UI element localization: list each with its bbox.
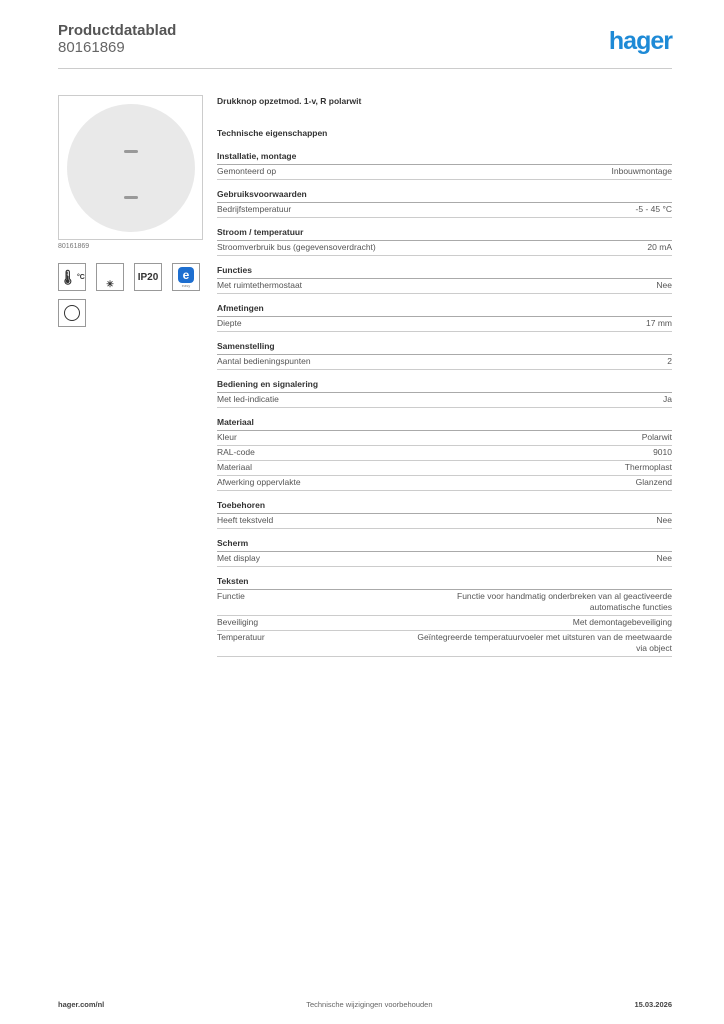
push-button-disc — [67, 104, 195, 232]
section-heading: Samenstelling — [217, 340, 672, 355]
easy-icon: e easy — [172, 263, 200, 291]
hager-logo: hager — [608, 27, 672, 55]
section — [217, 575, 672, 657]
led-indicator-bottom — [124, 196, 138, 199]
property-label: RAL-code — [217, 447, 255, 457]
property-label: Materiaal — [217, 462, 252, 472]
product-number: 80161869 — [58, 39, 125, 56]
property-value: 2 — [667, 356, 672, 366]
property-row — [217, 393, 672, 408]
certification-icons — [58, 263, 202, 327]
section — [217, 226, 672, 256]
property-value: Nee — [656, 515, 672, 525]
property-value: Inbouwmontage — [611, 166, 672, 176]
section — [217, 340, 672, 370]
property-label: Afwerking oppervlakte — [217, 477, 301, 487]
property-row — [217, 317, 672, 332]
section-heading: Gebruiksvoorwaarden — [217, 188, 672, 203]
technical-properties — [217, 96, 672, 665]
footer — [58, 1000, 672, 1009]
property-value: Met demontagebeveiliging — [572, 617, 672, 627]
property-row — [217, 514, 672, 529]
property-value: Ja — [663, 394, 672, 404]
property-row — [217, 241, 672, 256]
property-label: Kleur — [217, 432, 237, 442]
image-caption: 80161869 — [58, 243, 90, 250]
section-heading: Teksten — [217, 575, 672, 590]
section-heading: Scherm — [217, 537, 672, 552]
property-value: Nee — [656, 280, 672, 290]
led-indicator-top — [124, 150, 138, 153]
tech-heading: Technische eigenschappen — [217, 128, 328, 138]
property-label: Beveiliging — [217, 617, 259, 627]
property-label: Functie — [217, 591, 245, 601]
header-divider — [58, 68, 672, 69]
section — [217, 378, 672, 408]
property-value: 17 mm — [646, 318, 672, 328]
section-heading: Toebehoren — [217, 499, 672, 514]
property-row — [217, 355, 672, 370]
property-label: Met ruimtethermostaat — [217, 280, 303, 290]
property-row — [217, 552, 672, 567]
property-label: Gemonteerd op — [217, 166, 277, 176]
section-heading: Afmetingen — [217, 302, 672, 317]
section-heading: Installatie, montage — [217, 150, 672, 165]
property-row — [217, 203, 672, 218]
property-label: Met led-indicatie — [217, 394, 279, 404]
property-row — [217, 461, 672, 476]
octagon-icon — [58, 299, 86, 327]
property-row — [217, 446, 672, 461]
property-value: 20 mA — [647, 242, 672, 252]
property-row — [217, 476, 672, 491]
light-sensor-icon: ✳ — [96, 263, 124, 291]
property-value: Functie voor handmatig onderbreken van al geactiveerde automatische functies — [457, 591, 672, 612]
property-row — [217, 616, 672, 631]
document-title: Productdatablad — [58, 22, 177, 39]
property-label: Heeft tekstveld — [217, 515, 274, 525]
section-heading: Bediening en signalering — [217, 378, 672, 393]
section-heading: Functies — [217, 264, 672, 279]
property-value: Glanzend — [635, 477, 672, 487]
property-row — [217, 431, 672, 446]
property-label: Bedrijfstemperatuur — [217, 204, 292, 214]
property-value: -5 - 45 °C — [635, 204, 672, 214]
section — [217, 537, 672, 567]
property-value: 9010 — [653, 447, 672, 457]
property-label: Diepte — [217, 318, 242, 328]
property-row — [217, 165, 672, 180]
section — [217, 302, 672, 332]
property-row — [217, 631, 672, 657]
property-value: Polarwit — [641, 432, 672, 442]
product-image — [58, 95, 203, 240]
section — [217, 416, 672, 491]
property-row — [217, 590, 672, 616]
property-value: Nee — [656, 553, 672, 563]
section — [217, 264, 672, 294]
property-value: Thermoplast — [624, 462, 672, 472]
section-heading: Stroom / temperatuur — [217, 226, 672, 241]
property-label: Aantal bedieningspunten — [217, 356, 311, 366]
property-row — [217, 279, 672, 294]
property-label: Stroomverbruik bus (gegevensoverdracht) — [217, 242, 376, 252]
disclaimer: Technische wijzigingen voorbehouden — [306, 1000, 433, 1009]
temperature-icon: 🌡 °C — [58, 263, 86, 291]
website-link[interactable]: hager.com/nl — [58, 1000, 105, 1009]
section-heading: Materiaal — [217, 416, 672, 431]
ip20-icon: IP20 — [134, 263, 162, 291]
property-label: Temperatuur — [217, 632, 265, 642]
section — [217, 150, 672, 180]
property-label: Met display — [217, 553, 260, 563]
section — [217, 499, 672, 529]
section — [217, 188, 672, 218]
product-title: Drukknop opzetmod. 1-v, R polarwit — [217, 96, 362, 106]
property-value: Geïntegreerde temperatuurvoeler met uitsturen van de meetwaarde via object — [417, 632, 672, 653]
date: 15.03.2026 — [634, 1000, 672, 1009]
